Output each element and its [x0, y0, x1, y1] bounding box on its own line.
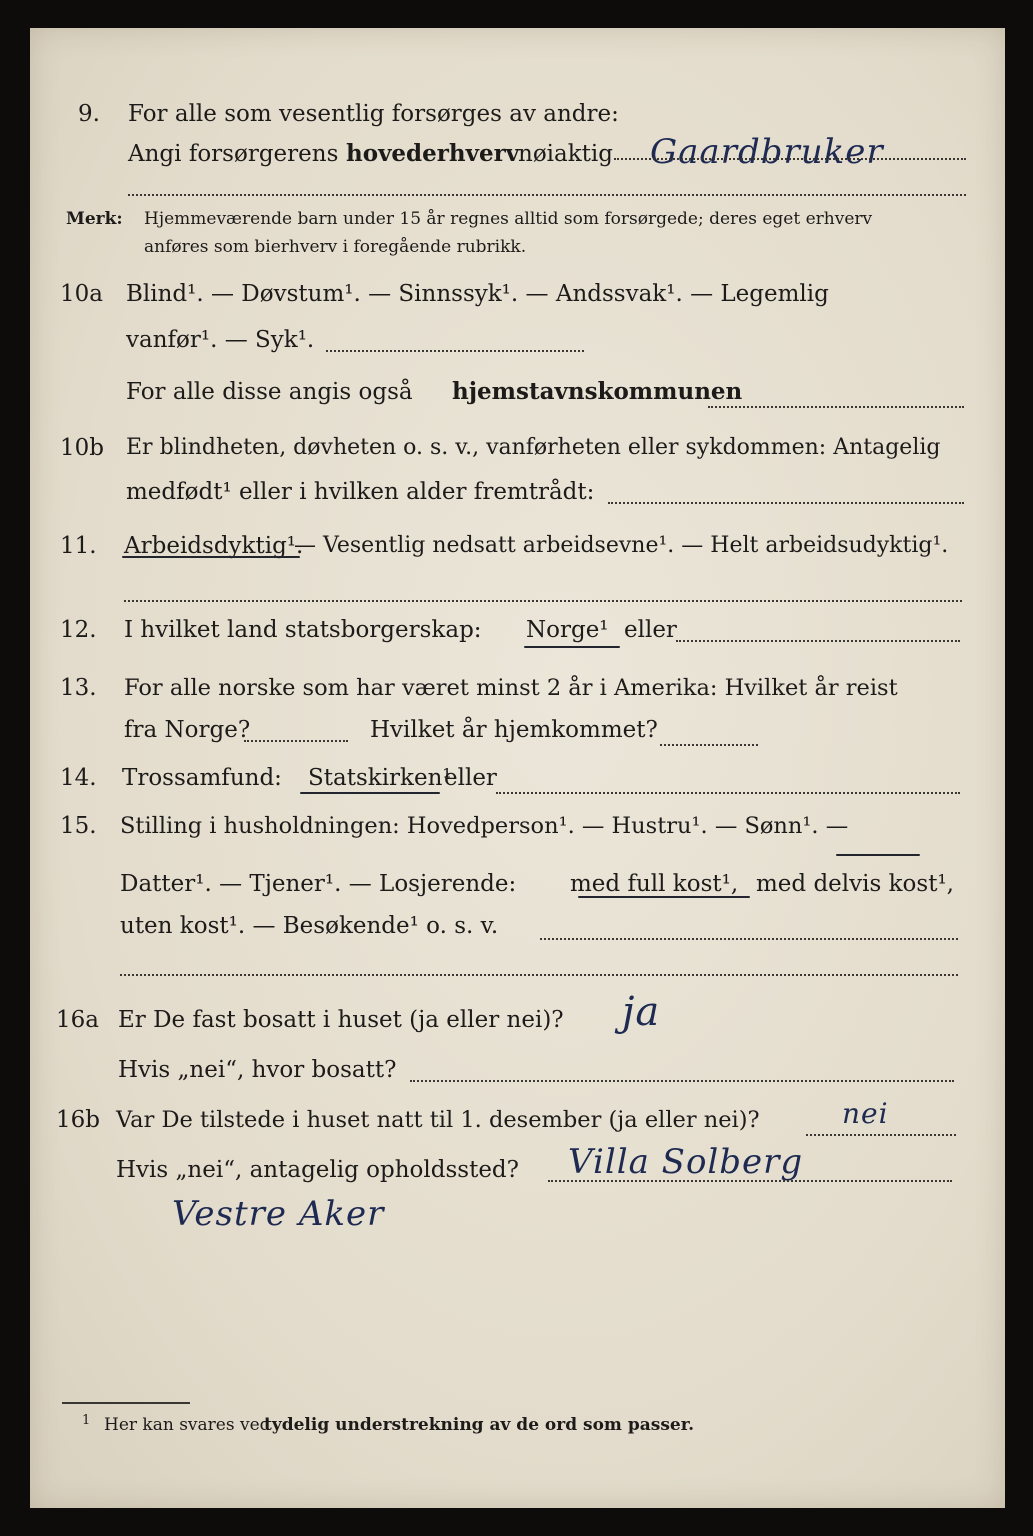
q10b-number: 10b	[60, 435, 104, 461]
q16a-answer-handwritten: ja	[622, 989, 661, 1035]
q15-answer-line	[540, 938, 958, 940]
census-form-page	[30, 28, 1005, 1508]
q12-answer-line	[676, 640, 960, 642]
q9-text-b: hovederhverv	[346, 140, 520, 167]
q14-number: 14.	[60, 765, 97, 791]
q15-fullkost-underline-mark	[578, 896, 750, 898]
q10a-number: 10a	[60, 281, 103, 307]
q9-extra-line	[128, 194, 966, 196]
q9-text-a: Angi forsørgerens	[128, 141, 339, 167]
q16a-text1: Er De fast bosatt i huset (ja eller nei)?	[118, 1007, 564, 1033]
q15-number: 15.	[60, 813, 97, 839]
q11-opt1: Arbeidsdyktig¹.	[124, 533, 304, 559]
q15-text2c: med delvis kost¹,	[756, 871, 954, 897]
q16b-number: 16b	[56, 1107, 100, 1133]
q13-text2a: fra Norge?	[124, 717, 251, 743]
q15-text1: Stilling i husholdningen: Hovedperson¹. — Hustru¹. — Sønn¹. —	[120, 813, 849, 839]
q13-text1: For alle norske som har været minst 2 år i Amerika: Hvilket år reist	[124, 675, 898, 701]
q11-extra-line	[124, 600, 962, 602]
q9-number: 9.	[78, 101, 100, 127]
q10a-text2: vanfør¹. — Syk¹.	[126, 327, 315, 353]
q16a-answer-line	[410, 1080, 954, 1082]
q14-opt: Statskirken¹	[308, 765, 452, 791]
q16b-place-handwritten: Villa Solberg	[568, 1142, 804, 1182]
q16b-answer-handwritten: nei	[842, 1097, 889, 1130]
q16a-text2: Hvis „nei“, hvor bosatt?	[118, 1057, 397, 1083]
q11-underline-mark	[122, 556, 300, 558]
q12-text: I hvilket land statsborgerskap:	[124, 617, 482, 643]
q13-reist-line	[244, 740, 348, 742]
q16b-place2-handwritten: Vestre Aker	[172, 1194, 385, 1234]
q14-answer-line	[496, 792, 960, 794]
q16b-answer-line	[806, 1134, 956, 1136]
q10b-answer-line	[608, 502, 964, 504]
q9-answer-line	[614, 158, 966, 160]
q15-text3: uten kost¹. — Besøkende¹ o. s. v.	[120, 913, 499, 939]
q9-text: For alle som vesentlig forsørges av andre:	[128, 101, 619, 127]
q16a-number: 16a	[56, 1007, 99, 1033]
q15-extra-line	[120, 974, 958, 976]
q12-tail: eller	[624, 617, 677, 643]
q14-underline-mark	[300, 792, 440, 794]
merk-text2: anføres som bierhverv i foregående rubrikk.	[144, 237, 527, 257]
q14-tail: eller	[444, 765, 497, 791]
q13-text2b: Hvilket år hjemkommet?	[370, 717, 658, 743]
footnote-text-a: Her kan svares ved	[104, 1415, 271, 1435]
q12-opt: Norge¹	[526, 617, 609, 643]
q10b-text1: Er blindheten, døvheten o. s. v., vanførheten eller sykdommen: Antagelig	[126, 435, 941, 460]
q10a-text3: For alle disse angis også	[126, 379, 413, 405]
merk-label: Merk:	[66, 209, 123, 229]
q10a-syk-line	[326, 350, 584, 352]
q10b-text2: medfødt¹ eller i hvilken alder fremtrådt:	[126, 479, 595, 505]
q11-number: 11.	[60, 533, 97, 559]
q15-text2b: med full kost¹,	[570, 871, 739, 897]
footnote-mark: 1	[82, 1413, 91, 1428]
q16b-text2: Hvis „nei“, antagelig opholdssted?	[116, 1157, 519, 1183]
q11-rest: — Vesentlig nedsatt arbeidsevne¹. — Helt arbeidsudyktig¹.	[294, 533, 949, 558]
q9-answer-handwritten: Gaardbruker	[650, 132, 884, 172]
q15-sonn-underline-mark	[836, 854, 920, 856]
q10a-text3b: hjemstavnskommunen	[452, 378, 743, 405]
q16b-text1: Var De tilstede i huset natt til 1. desember (ja eller nei)?	[116, 1107, 760, 1133]
q16b-place-line	[548, 1180, 952, 1182]
q12-number: 12.	[60, 617, 97, 643]
q13-hjemkommet-line	[660, 744, 758, 746]
merk-text1: Hjemmeværende barn under 15 år regnes alltid som forsørgede; deres eget erhverv	[144, 209, 873, 229]
q9-text-c: nøiaktig	[518, 141, 613, 167]
q14-text: Trossamfund:	[122, 765, 282, 791]
q15-text2a: Datter¹. — Tjener¹. — Losjerende:	[120, 871, 517, 897]
q10a-text1: Blind¹. — Døvstum¹. — Sinnssyk¹. — Andssvak¹. — Legemlig	[126, 281, 829, 307]
q12-underline-mark	[524, 646, 620, 648]
q10a-hjemstavn-line	[708, 406, 964, 408]
footnote-rule	[62, 1402, 190, 1404]
q13-number: 13.	[60, 675, 97, 701]
footnote-text-b: tydelig understrekning av de ord som passer.	[264, 1415, 695, 1435]
